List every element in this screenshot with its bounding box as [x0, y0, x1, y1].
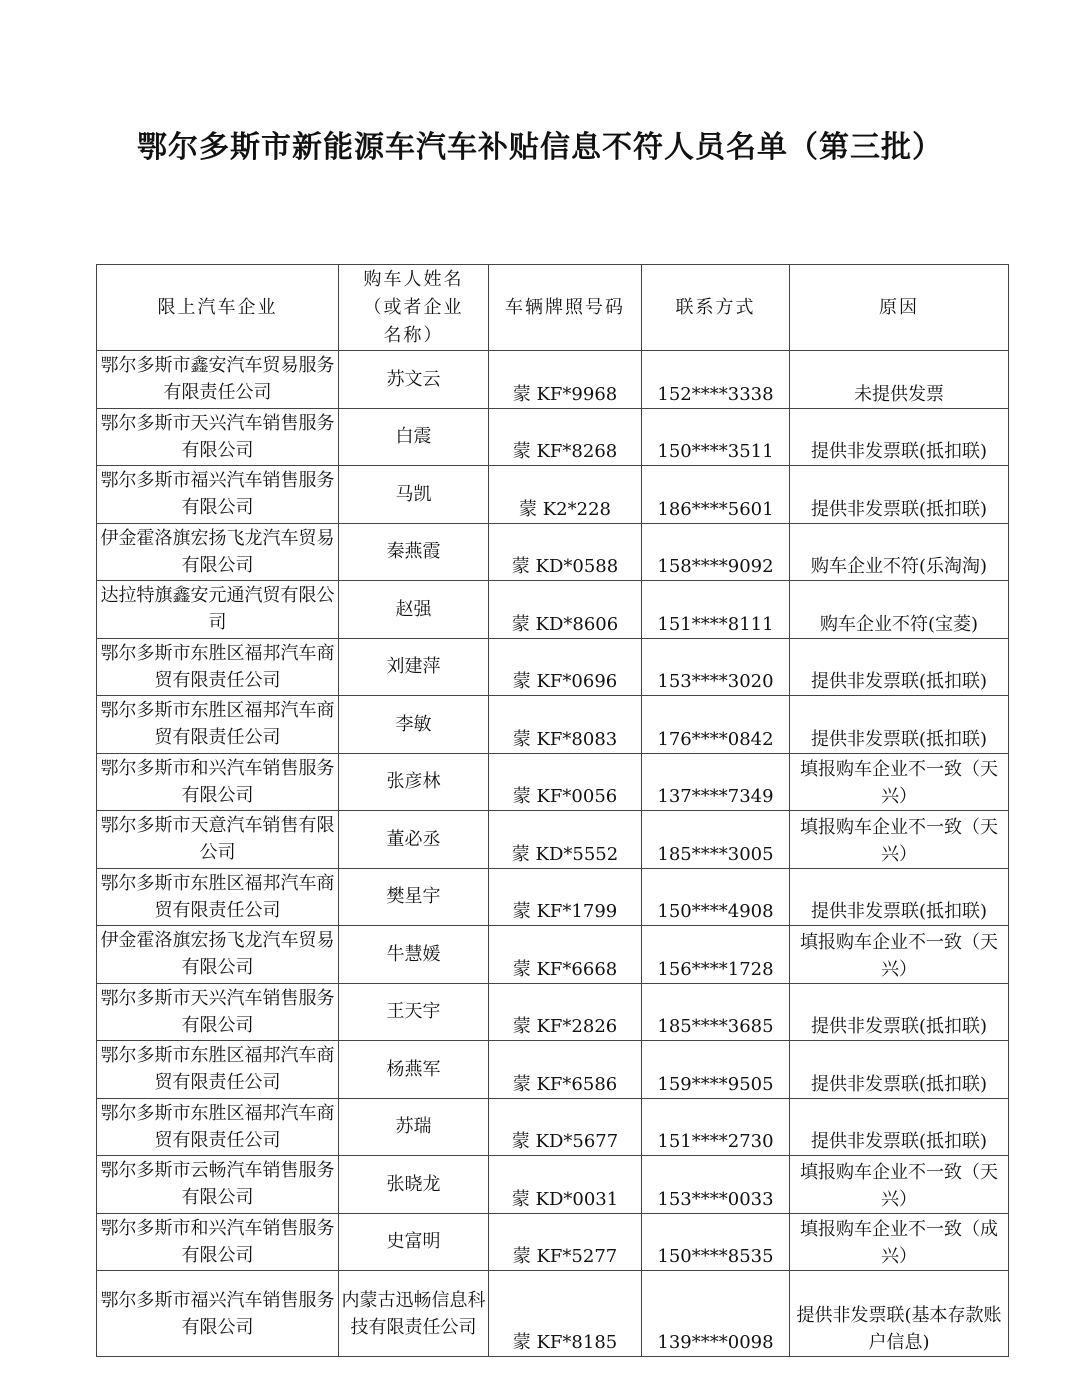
- table-row: [97, 408, 1009, 466]
- reason-cell: 填报购车企业不一致（天兴）: [790, 811, 1009, 869]
- table-row: [97, 581, 1009, 639]
- company-cell: 鄂尔多斯市云畅汽车销售服务有限公司: [97, 1156, 339, 1214]
- phone-cell: 185****3005: [642, 811, 790, 869]
- company-cell: 达拉特旗鑫安元通汽贸有限公司: [97, 581, 339, 639]
- company-cell: 鄂尔多斯市天兴汽车销售服务有限公司: [97, 408, 339, 466]
- phone-cell: 159****9505: [642, 1041, 790, 1099]
- reason-cell: 购车企业不符(乐淘淘): [790, 523, 1009, 581]
- buyer-cell: 李敏: [339, 696, 489, 754]
- reason-cell: 提供非发票联(基本存款账户信息): [790, 1271, 1009, 1357]
- buyer-cell: 秦燕霞: [339, 523, 489, 581]
- buyer-cell: 樊星宇: [339, 868, 489, 926]
- phone-cell: 150****8535: [642, 1213, 790, 1271]
- reason-cell: 填报购车企业不一致（天兴）: [790, 753, 1009, 811]
- table-body: [97, 351, 1009, 1357]
- buyer-cell: 赵强: [339, 581, 489, 639]
- table-row: [97, 638, 1009, 696]
- phone-cell: 186****5601: [642, 466, 790, 524]
- table-row: [97, 1271, 1009, 1357]
- plate-cell: 蒙 KD*8606: [489, 581, 642, 639]
- reason-cell: 提供非发票联(抵扣联): [790, 1098, 1009, 1156]
- plate-cell: 蒙 KF*2826: [489, 983, 642, 1041]
- phone-cell: 185****3685: [642, 983, 790, 1041]
- buyer-cell: 苏瑞: [339, 1098, 489, 1156]
- phone-cell: 151****8111: [642, 581, 790, 639]
- table-row: [97, 466, 1009, 524]
- table-row: [97, 523, 1009, 581]
- company-cell: 鄂尔多斯市和兴汽车销售服务有限公司: [97, 753, 339, 811]
- buyer-cell: 张彦林: [339, 753, 489, 811]
- plate-cell: 蒙 KF*6668: [489, 926, 642, 984]
- subsidy-mismatch-table: [96, 264, 1009, 1357]
- reason-cell: 填报购车企业不一致（成兴）: [790, 1213, 1009, 1271]
- table-row: [97, 753, 1009, 811]
- table-row: [97, 1213, 1009, 1271]
- plate-cell: 蒙 KF*0696: [489, 638, 642, 696]
- phone-cell: 156****1728: [642, 926, 790, 984]
- phone-cell: 150****3511: [642, 408, 790, 466]
- company-cell: 鄂尔多斯市东胜区福邦汽车商贸有限责任公司: [97, 696, 339, 754]
- plate-cell: 蒙 KD*5677: [489, 1098, 642, 1156]
- plate-cell: 蒙 KD*0588: [489, 523, 642, 581]
- company-cell: 鄂尔多斯市福兴汽车销售服务有限公司: [97, 1271, 339, 1357]
- company-cell: 鄂尔多斯市福兴汽车销售服务有限公司: [97, 466, 339, 524]
- plate-cell: 蒙 KF*0056: [489, 753, 642, 811]
- buyer-cell: 牛慧媛: [339, 926, 489, 984]
- plate-cell: 蒙 KF*1799: [489, 868, 642, 926]
- table-row: [97, 696, 1009, 754]
- plate-cell: 蒙 KF*8083: [489, 696, 642, 754]
- table-row: [97, 351, 1009, 409]
- buyer-cell: 史富明: [339, 1213, 489, 1271]
- plate-cell: 蒙 KF*8185: [489, 1271, 642, 1357]
- reason-cell: 提供非发票联(抵扣联): [790, 696, 1009, 754]
- buyer-cell: 张晓龙: [339, 1156, 489, 1214]
- phone-cell: 152****3338: [642, 351, 790, 409]
- company-cell: 伊金霍洛旗宏扬飞龙汽车贸易有限公司: [97, 926, 339, 984]
- plate-cell: 蒙 KF*9968: [489, 351, 642, 409]
- table-row: [97, 868, 1009, 926]
- company-cell: 伊金霍洛旗宏扬飞龙汽车贸易有限公司: [97, 523, 339, 581]
- header-reason: 原因: [790, 265, 1009, 351]
- buyer-cell: 内蒙古迅畅信息科技有限责任公司: [339, 1271, 489, 1357]
- table-header-row: [97, 265, 1009, 351]
- table-row: [97, 1098, 1009, 1156]
- company-cell: 鄂尔多斯市和兴汽车销售服务有限公司: [97, 1213, 339, 1271]
- phone-cell: 139****0098: [642, 1271, 790, 1357]
- reason-cell: 未提供发票: [790, 351, 1009, 409]
- table-row: [97, 983, 1009, 1041]
- header-buyer-label: 购车人姓名（或者企业名称）: [363, 268, 464, 346]
- phone-cell: 153****0033: [642, 1156, 790, 1214]
- plate-cell: 蒙 K2*228: [489, 466, 642, 524]
- plate-cell: 蒙 KF*6586: [489, 1041, 642, 1099]
- buyer-cell: 刘建萍: [339, 638, 489, 696]
- reason-cell: 提供非发票联(抵扣联): [790, 983, 1009, 1041]
- reason-cell: 提供非发票联(抵扣联): [790, 638, 1009, 696]
- buyer-cell: 白震: [339, 408, 489, 466]
- buyer-cell: 王天宇: [339, 983, 489, 1041]
- phone-cell: 176****0842: [642, 696, 790, 754]
- phone-cell: 158****9092: [642, 523, 790, 581]
- header-company: 限上汽车企业: [97, 265, 339, 351]
- phone-cell: 137****7349: [642, 753, 790, 811]
- company-cell: 鄂尔多斯市东胜区福邦汽车商贸有限责任公司: [97, 868, 339, 926]
- phone-cell: 150****4908: [642, 868, 790, 926]
- table-row: [97, 1156, 1009, 1214]
- reason-cell: 填报购车企业不一致（天兴）: [790, 1156, 1009, 1214]
- reason-cell: 提供非发票联(抵扣联): [790, 1041, 1009, 1099]
- header-plate: 车辆牌照号码: [489, 265, 642, 351]
- company-cell: 鄂尔多斯市天兴汽车销售服务有限公司: [97, 983, 339, 1041]
- header-buyer: [339, 265, 489, 351]
- table-row: [97, 926, 1009, 984]
- reason-cell: 提供非发票联(抵扣联): [790, 868, 1009, 926]
- plate-cell: 蒙 KF*5277: [489, 1213, 642, 1271]
- phone-cell: 153****3020: [642, 638, 790, 696]
- table-row: [97, 1041, 1009, 1099]
- buyer-cell: 苏文云: [339, 351, 489, 409]
- page-title: 鄂尔多斯市新能源车汽车补贴信息不符人员名单（第三批）: [137, 130, 943, 165]
- buyer-cell: 马凯: [339, 466, 489, 524]
- reason-cell: 提供非发票联(抵扣联): [790, 466, 1009, 524]
- reason-cell: 提供非发票联(抵扣联): [790, 408, 1009, 466]
- buyer-cell: 杨燕军: [339, 1041, 489, 1099]
- company-cell: 鄂尔多斯市天意汽车销售有限公司: [97, 811, 339, 869]
- reason-cell: 购车企业不符(宝菱): [790, 581, 1009, 639]
- company-cell: 鄂尔多斯市鑫安汽车贸易服务有限责任公司: [97, 351, 339, 409]
- reason-cell: 填报购车企业不一致（天兴）: [790, 926, 1009, 984]
- plate-cell: 蒙 KD*0031: [489, 1156, 642, 1214]
- buyer-cell: 董必丞: [339, 811, 489, 869]
- plate-cell: 蒙 KF*8268: [489, 408, 642, 466]
- phone-cell: 151****2730: [642, 1098, 790, 1156]
- plate-cell: 蒙 KD*5552: [489, 811, 642, 869]
- header-phone: 联系方式: [642, 265, 790, 351]
- company-cell: 鄂尔多斯市东胜区福邦汽车商贸有限责任公司: [97, 1041, 339, 1099]
- company-cell: 鄂尔多斯市东胜区福邦汽车商贸有限责任公司: [97, 1098, 339, 1156]
- company-cell: 鄂尔多斯市东胜区福邦汽车商贸有限责任公司: [97, 638, 339, 696]
- table-row: [97, 811, 1009, 869]
